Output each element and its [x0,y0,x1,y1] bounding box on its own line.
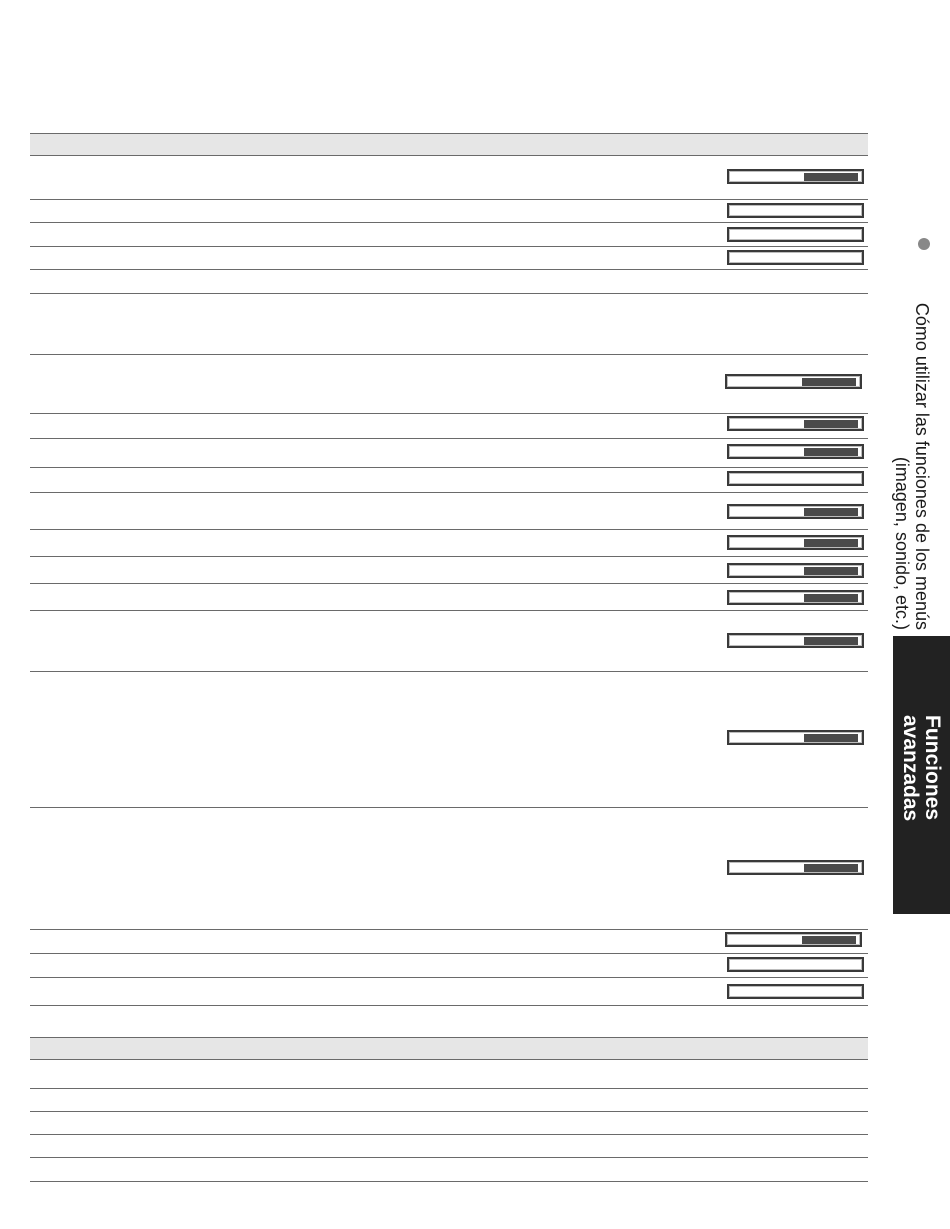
table-row-divider [30,610,868,611]
table-row-divider [30,1157,868,1158]
table-row-divider [30,467,868,468]
table-row-divider [30,1005,868,1006]
table-row-divider [30,1088,868,1089]
level-bar-fill [804,594,858,603]
level-bar [727,169,864,184]
level-bar [727,730,864,745]
table-row-divider [30,671,868,672]
table-row-divider [30,807,868,808]
bullet-icon [918,238,930,250]
table-row-divider [30,1181,868,1182]
table-row-divider [30,556,868,557]
level-bar [727,984,864,999]
level-bar [727,957,864,972]
level-bar [727,563,864,578]
level-bar [727,860,864,875]
level-bar [727,444,864,459]
level-bar [727,590,864,605]
table-row-divider [30,1111,868,1112]
table-row-divider [30,929,868,930]
table-row-divider [30,246,868,247]
level-bar [727,633,864,648]
chapter-tab-line1: Funciones [921,715,944,821]
level-bar-fill [804,448,858,457]
table-row-divider [30,583,868,584]
level-bar [727,416,864,431]
level-bar-fill [804,173,858,182]
level-bar-fill [804,637,858,646]
chapter-tab [893,636,950,914]
section-breadcrumb-line2: (imagen, sonido, etc.) [892,456,912,630]
level-bar-fill [802,936,856,945]
chapter-tab-line2: avanzadas [899,715,922,822]
level-bar [725,932,862,947]
table2-header-row [30,1037,868,1060]
table-row-divider [30,953,868,954]
table-row-divider [30,977,868,978]
level-bar [725,374,862,389]
table-row-divider [30,413,868,414]
table-row-divider [30,222,868,223]
level-bar-fill [804,420,858,429]
level-bar-fill [804,539,858,548]
level-bar [727,227,864,242]
level-bar [727,471,864,486]
level-bar [727,504,864,519]
level-bar-fill [804,734,858,743]
table-row-divider [30,1134,868,1135]
level-bar [727,203,864,218]
table-row-divider [30,529,868,530]
section-breadcrumb-line1: Cómo utilizar las funciones de los menús [912,302,932,630]
table-row-divider [30,199,868,200]
level-bar-fill [804,567,858,576]
table-row-divider [30,438,868,439]
table-row-divider [30,293,868,294]
level-bar [727,250,864,265]
table1-header-row [30,133,868,156]
table-row-divider [30,354,868,355]
table-row-divider [30,492,868,493]
level-bar-fill [802,378,856,387]
chapter-tab-label [899,715,943,821]
level-bar-fill [804,864,858,873]
section-breadcrumb [892,260,932,630]
level-bar [727,535,864,550]
level-bar-fill [804,508,858,517]
table-row-divider [30,269,868,270]
